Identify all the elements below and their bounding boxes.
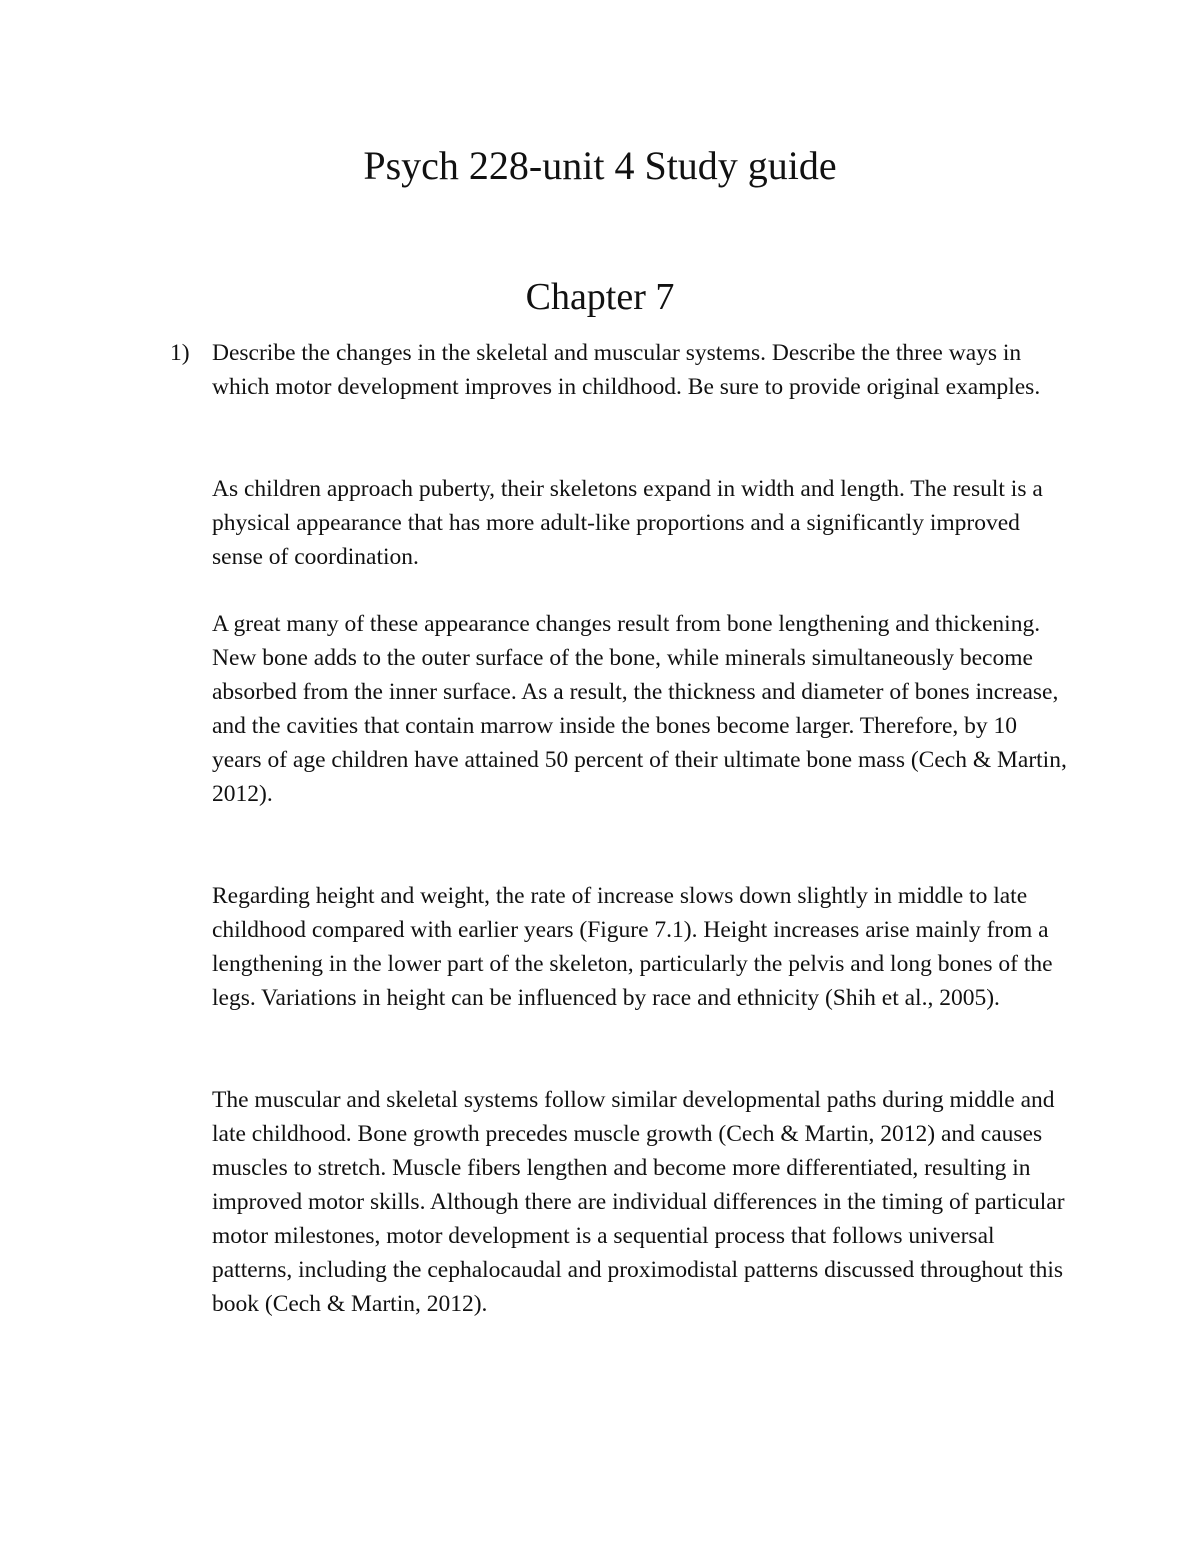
answer-paragraph: The muscular and skeletal systems follow similar developmental paths during middle and late childhood. Bone growth precedes muscle growth (Cech & Martin, 2012) and causes muscles to stretch. Muscle fibers lengthen and become more differentiated, resulting in improved motor skills. Although there are individual differences in the timing of particular motor milestones, motor development is a sequential process that follows universal patterns, including the cephalocaudal and proximodistal patterns discussed throughout this book (Cech & Martin, 2012). (212, 1087, 1065, 1317)
answer-paragraph: Regarding height and weight, the rate of increase slows down slightly in middle to late childhood compared with earlier years (Figure 7.1). Height increases arise mainly from a lengthening in the lower part of the skeleton, particularly the pelvis and long bones of the legs. Variations in height can be influenced by race and ethnicity (Shih et al., 2005). (212, 883, 1053, 1011)
answer-paragraph: A great many of these appearance changes result from bone lengthening and thickening. New bone adds to the outer surface of the bone, while minerals simultaneously become absorbed from the inner surface. As a result, the thickness and diameter of bones increase, and the cavities that contain marrow inside the bones become larger. Therefore, by 10 years of age children have attained 50 percent of their ultimate bone mass (Cech & Martin, 2012). (212, 611, 1067, 807)
question-number: 1) (170, 340, 190, 366)
question-text: Describe the changes in the skeletal and muscular systems. Describe the three ways in which motor development improves in childhood. Be sure to provide original examples. (212, 340, 1041, 400)
study-question (170, 336, 1070, 404)
document-title: Psych 228-unit 4 Study guide (363, 143, 837, 188)
chapter-heading: Chapter 7 (525, 276, 675, 318)
answer-paragraph: As children approach puberty, their skeletons expand in width and length. The result is a physical appearance that has more adult-like proportions and a significantly improved sense of coordination. (212, 476, 1043, 570)
